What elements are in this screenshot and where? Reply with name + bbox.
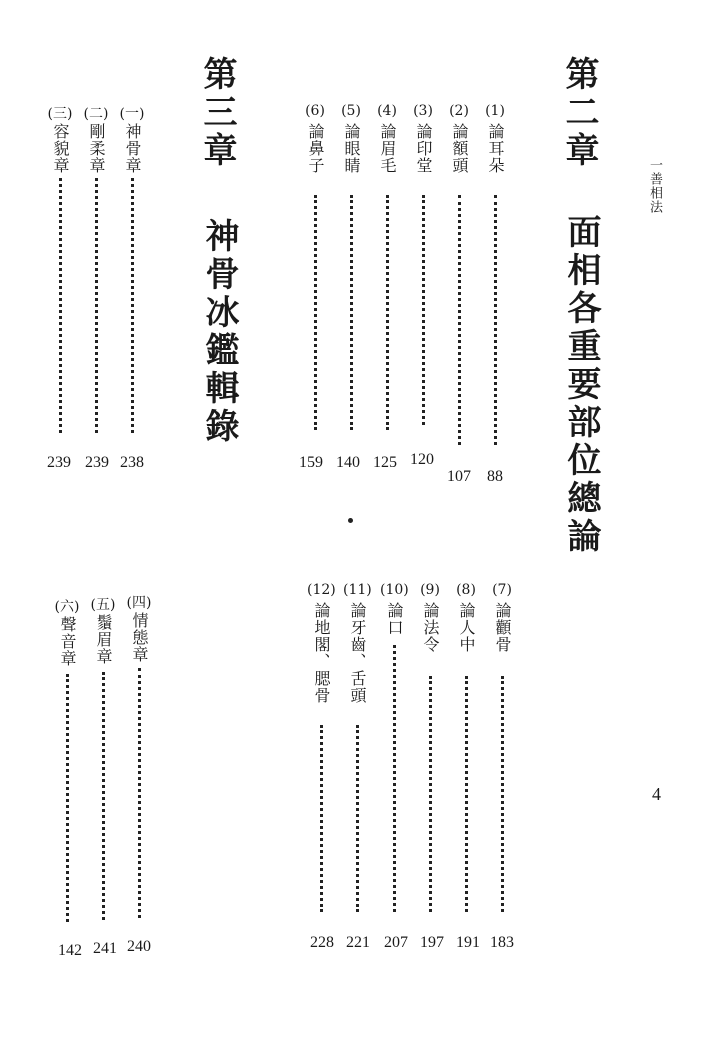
toc-entry-title: 論印堂 xyxy=(414,123,433,174)
dot-leader xyxy=(386,195,389,430)
toc-entry-title: 論額頭 xyxy=(450,123,469,174)
toc-entry-page: 197 xyxy=(420,934,444,951)
toc-entry-page: 142 xyxy=(58,942,82,959)
toc-entry-page: 228 xyxy=(310,934,334,951)
toc-entry-number: (2) xyxy=(449,103,469,119)
dot-leader xyxy=(465,676,468,912)
toc-entry-number: (9) xyxy=(420,582,440,598)
toc-entry-page: 241 xyxy=(93,940,117,957)
dot-leader xyxy=(393,645,396,912)
toc-entry-number: (五) xyxy=(90,597,116,613)
toc-entry-number: (4) xyxy=(377,103,397,119)
toc-entry-title: 論耳朵 xyxy=(486,123,505,174)
toc-entry-number: (7) xyxy=(492,582,512,598)
toc-entry-page: 125 xyxy=(373,454,397,471)
chapter3-heading: 第三章 xyxy=(197,56,237,170)
toc-entry-title: 論地閣、腮骨 xyxy=(312,602,331,704)
toc-entry-title: 論眉毛 xyxy=(378,123,397,174)
dot-leader xyxy=(95,178,98,433)
toc-entry-page: 191 xyxy=(456,934,480,951)
toc-entry-number: (11) xyxy=(343,582,372,598)
toc-entry-title: 剛柔章 xyxy=(87,123,106,174)
toc-entry-number: (5) xyxy=(341,103,361,119)
toc-entry-number: (6) xyxy=(305,103,325,119)
toc-entry-title: 鬚眉章 xyxy=(94,614,113,665)
toc-entry-number: (一) xyxy=(119,106,145,122)
dot-leader xyxy=(422,195,425,425)
toc-entry-number: (二) xyxy=(83,106,109,122)
toc-entry-page: 221 xyxy=(346,934,370,951)
chapter2-title: 面相各重要部位總論 xyxy=(561,214,601,556)
stray-mark xyxy=(348,518,353,523)
dot-leader xyxy=(429,676,432,912)
toc-entry-page: 239 xyxy=(47,454,71,471)
dot-leader xyxy=(494,195,497,445)
toc-entry-page: 238 xyxy=(120,454,144,471)
dot-leader xyxy=(138,668,141,918)
dot-leader xyxy=(102,672,105,920)
toc-entry-number: (8) xyxy=(456,582,476,598)
toc-entry-page: 159 xyxy=(299,454,323,471)
toc-entry-page: 120 xyxy=(410,451,434,468)
dot-leader xyxy=(356,725,359,912)
dot-leader xyxy=(131,178,134,433)
toc-entry-title: 論眼睛 xyxy=(342,123,361,174)
toc-entry-title: 論鼻子 xyxy=(306,123,325,174)
toc-entry-page: 183 xyxy=(490,934,514,951)
dot-leader xyxy=(350,195,353,430)
dot-leader xyxy=(501,676,504,912)
toc-entry-title: 神骨章 xyxy=(123,123,142,174)
dot-leader xyxy=(458,195,461,445)
toc-entry-title: 容貌章 xyxy=(51,123,70,174)
chapter2-heading: 第二章 xyxy=(559,56,599,170)
toc-entry-number: (四) xyxy=(126,595,152,611)
chapter3-title: 神骨冰鑑輯錄 xyxy=(199,218,239,446)
dot-leader xyxy=(66,674,69,922)
toc-entry-title: 情態章 xyxy=(130,612,149,663)
dot-leader xyxy=(59,178,62,433)
toc-entry-page: 207 xyxy=(384,934,408,951)
dot-leader xyxy=(314,195,317,430)
running-head: 一善相法 xyxy=(647,158,662,214)
toc-entry-page: 88 xyxy=(487,468,503,485)
toc-entry-number: (10) xyxy=(380,582,409,598)
toc-entry-page: 239 xyxy=(85,454,109,471)
toc-entry-page: 140 xyxy=(336,454,360,471)
toc-entry-title: 論口 xyxy=(385,602,404,636)
toc-entry-title: 論人中 xyxy=(457,602,476,653)
toc-entry-title: 論牙齒、舌頭 xyxy=(348,602,367,704)
page-folio: 4 xyxy=(652,784,661,804)
toc-entry-number: (三) xyxy=(47,106,73,122)
toc-entry-page: 107 xyxy=(447,468,471,485)
toc-entry-title: 論法令 xyxy=(421,602,440,653)
toc-entry-number: (六) xyxy=(54,599,80,615)
dot-leader xyxy=(320,725,323,912)
toc-entry-title: 聲音章 xyxy=(58,616,77,667)
toc-entry-number: (3) xyxy=(413,103,433,119)
toc-entry-number: (1) xyxy=(485,103,505,119)
toc-entry-page: 240 xyxy=(127,938,151,955)
toc-entry-number: (12) xyxy=(307,582,336,598)
toc-entry-title: 論顴骨 xyxy=(493,602,512,653)
